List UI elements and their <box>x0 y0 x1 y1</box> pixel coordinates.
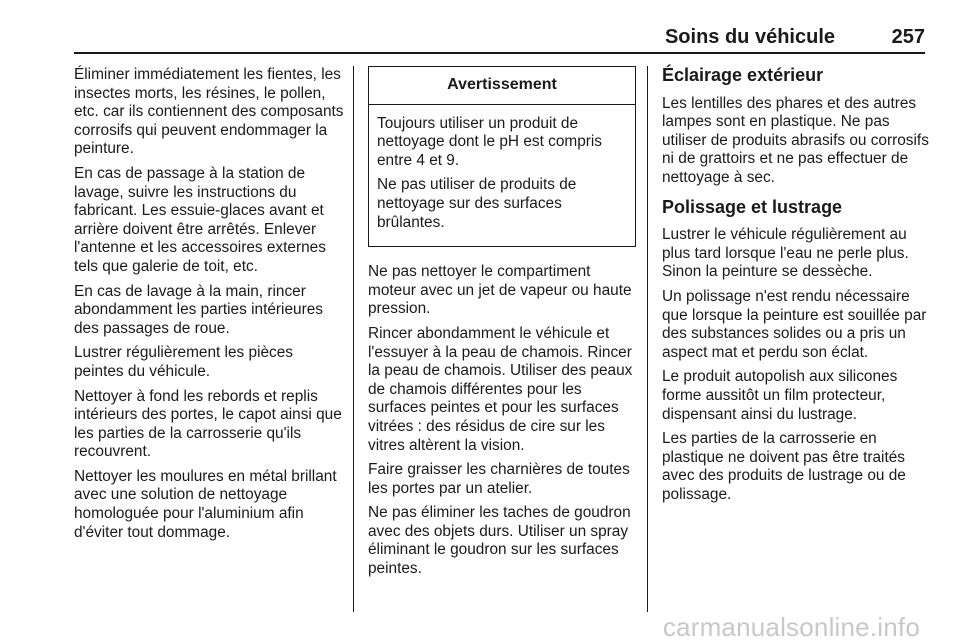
paragraph: Ne pas éliminer les taches de goudron avec des objets durs. Utiliser un spray éliminant le goudron sur les surfaces peintes. <box>368 504 631 578</box>
column-right <box>662 66 932 510</box>
page-header <box>74 26 925 54</box>
watermark: carmanualsonline.info <box>662 612 920 642</box>
paragraph: Lustrer le véhicule régulièrement au plus tard lorsque l'eau ne perle plus. Sinon la peinture se dessèche. <box>662 226 909 281</box>
paragraph: Ne pas nettoyer le compartiment moteur avec un jet de vapeur ou haute pression. <box>368 263 632 318</box>
paragraph: Nettoyer à fond les rebords et replis intérieurs des portes, le capot ainsi que les parties de la carrosserie qu'ils recouvrent. <box>74 387 342 461</box>
section-title: Soins du véhicule <box>664 26 835 48</box>
warning-title: Avertissement <box>369 67 635 105</box>
paragraph: Les lentilles des phares et des autres lampes sont en plastique. Ne pas utiliser de produits abrasifs ou corrosifs ni de grattoirs et ne pas effectuer de nettoyage à sec. <box>662 94 929 186</box>
paragraph: Nettoyer les moulures en métal brillant avec une solution de nettoyage homologuée pour l'aluminium afin d'éviter tout dommage. <box>74 467 337 541</box>
warning-box <box>368 66 636 247</box>
paragraph: Le produit autopolish aux silicones forme aussitôt un film protecteur, dispensant ainsi du lustrage. <box>662 368 898 423</box>
section-heading: Polissage et lustrage <box>662 196 843 217</box>
column-divider <box>353 66 354 612</box>
column-divider <box>647 66 648 612</box>
column-left <box>74 66 346 548</box>
paragraph: En cas de lavage à la main, rincer abondamment les parties intérieures des passages de roue. <box>74 282 323 337</box>
section-heading: Éclairage extérieur <box>662 65 824 85</box>
column-middle <box>368 66 636 585</box>
paragraph: Un polissage n'est rendu nécessaire que lorsque la peinture est souillée par des substances solides ou a pris un aspect mat et perdu son éclat. <box>662 287 927 361</box>
paragraph: Rincer abondamment le véhicule et l'essuyer à la peau de chamois. Rincer la peau de chamois. Utiliser des peaux de chamois différentes pour les surfaces peintes et pour les surfaces vitrées : des résidus de cire sur les vitres altèrent la vision. <box>368 324 633 454</box>
paragraph: Les parties de la carrosserie en plastique ne doivent pas être traités avec des produits de lustrage ou de polissage. <box>662 430 906 503</box>
page-number: 257 <box>891 26 925 48</box>
paragraph: Faire graisser les charnières de toutes les portes par un atelier. <box>368 461 630 497</box>
warning-paragraph: Toujours utiliser un produit de nettoyage dont le pH est compris entre 4 et 9. <box>377 114 602 169</box>
warning-body <box>369 105 635 247</box>
paragraph: En cas de passage à la station de lavage, suivre les instructions du fabricant. Les essuie-glaces avant et arrière doivent être arrêtés. Enlever l'antenne et les accessoires externes tels que galerie de toit, etc. <box>74 164 326 275</box>
paragraph: Lustrer régulièrement les pièces peintes du véhicule. <box>74 344 293 380</box>
paragraph: Éliminer immédiatement les fientes, les insectes morts, les résines, le pollen, etc. car ils contiennent des composants corrosifs qui peuvent endommager la peinture. <box>74 66 344 158</box>
warning-paragraph: Ne pas utiliser de produits de nettoyage sur des surfaces brûlantes. <box>377 176 577 231</box>
